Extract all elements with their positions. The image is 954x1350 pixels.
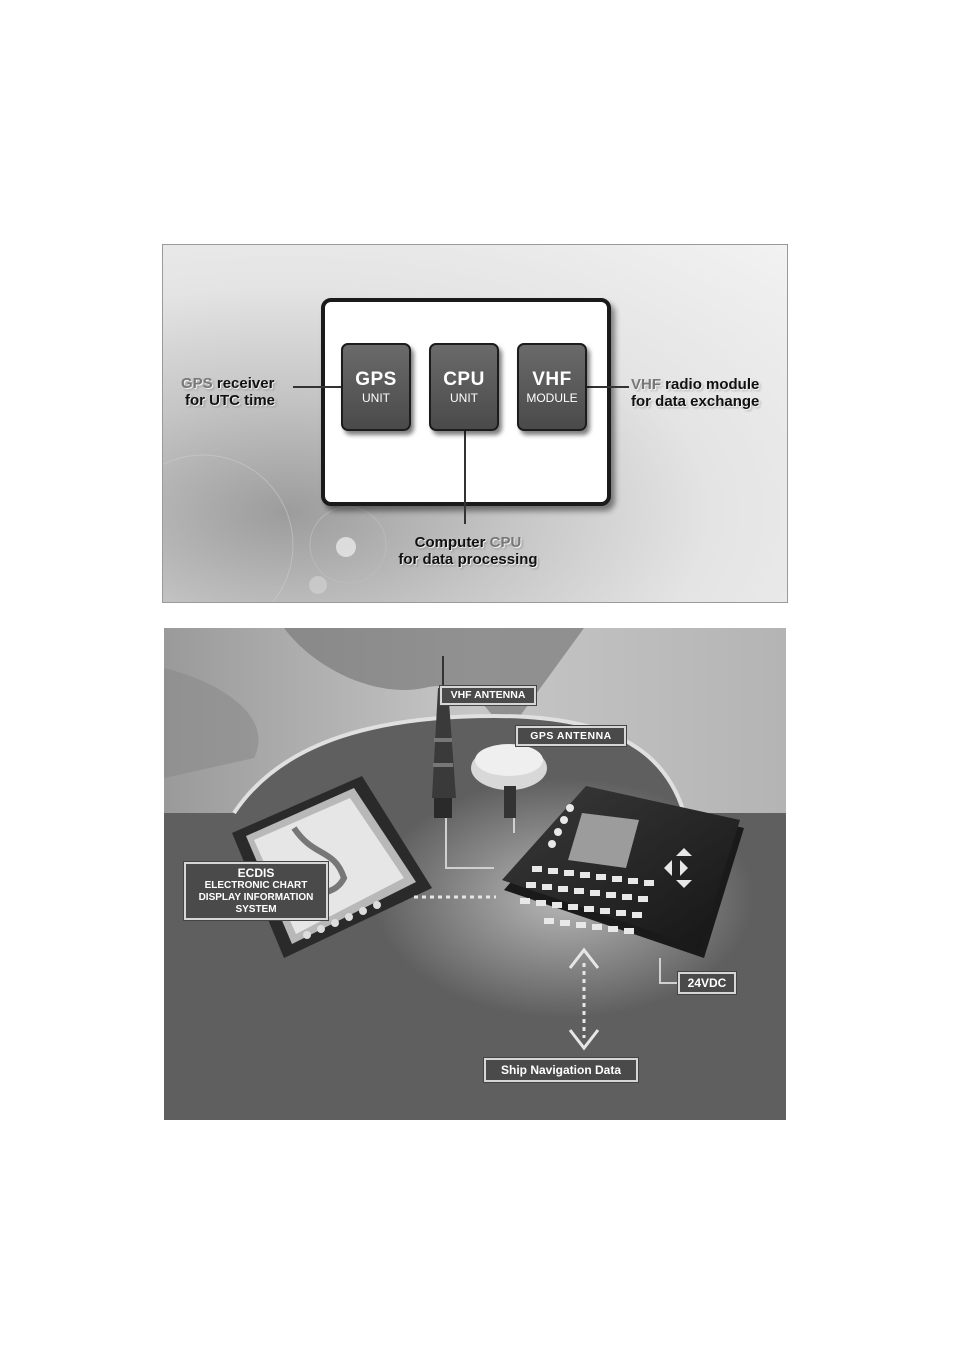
ship-navigation-data-label: Ship Navigation Data bbox=[484, 1058, 638, 1082]
ecdis-line-2: DISPLAY INFORMATION bbox=[198, 892, 314, 903]
gps-unit-sub: UNIT bbox=[362, 391, 390, 405]
computer-cpu-label: Computer CPU for data processing bbox=[398, 534, 538, 568]
system-illustration-panel bbox=[164, 628, 786, 1120]
gps-unit-name: GPS bbox=[355, 369, 397, 390]
power-24vdc-label: 24VDC bbox=[678, 972, 736, 994]
vhf-radio-label: VHF radio module for data exchange bbox=[631, 376, 760, 410]
gps-antenna-label: GPS ANTENNA bbox=[516, 726, 626, 746]
ecdis-label bbox=[184, 862, 328, 920]
vhf-connector-line bbox=[587, 386, 629, 388]
gps-unit-block bbox=[341, 343, 411, 431]
block-diagram-panel bbox=[162, 244, 788, 603]
cpu-unit-block bbox=[429, 343, 499, 431]
gps-receiver-label: GPS receiver for UTC time bbox=[181, 375, 275, 409]
cpu-connector-line bbox=[464, 431, 466, 524]
vhf-module-block bbox=[517, 343, 587, 431]
cpu-unit-sub: UNIT bbox=[450, 391, 478, 405]
ecdis-line-3: SYSTEM bbox=[235, 904, 277, 915]
ecdis-line-1: ELECTRONIC CHART bbox=[204, 880, 308, 891]
gps-connector-line bbox=[293, 386, 341, 388]
vhf-antenna-label: VHF ANTENNA bbox=[440, 686, 536, 705]
vhf-module-name: VHF bbox=[532, 369, 572, 390]
cpu-unit-name: CPU bbox=[443, 369, 485, 390]
ecdis-title: ECDIS bbox=[237, 866, 275, 880]
vhf-module-sub: MODULE bbox=[526, 391, 578, 405]
